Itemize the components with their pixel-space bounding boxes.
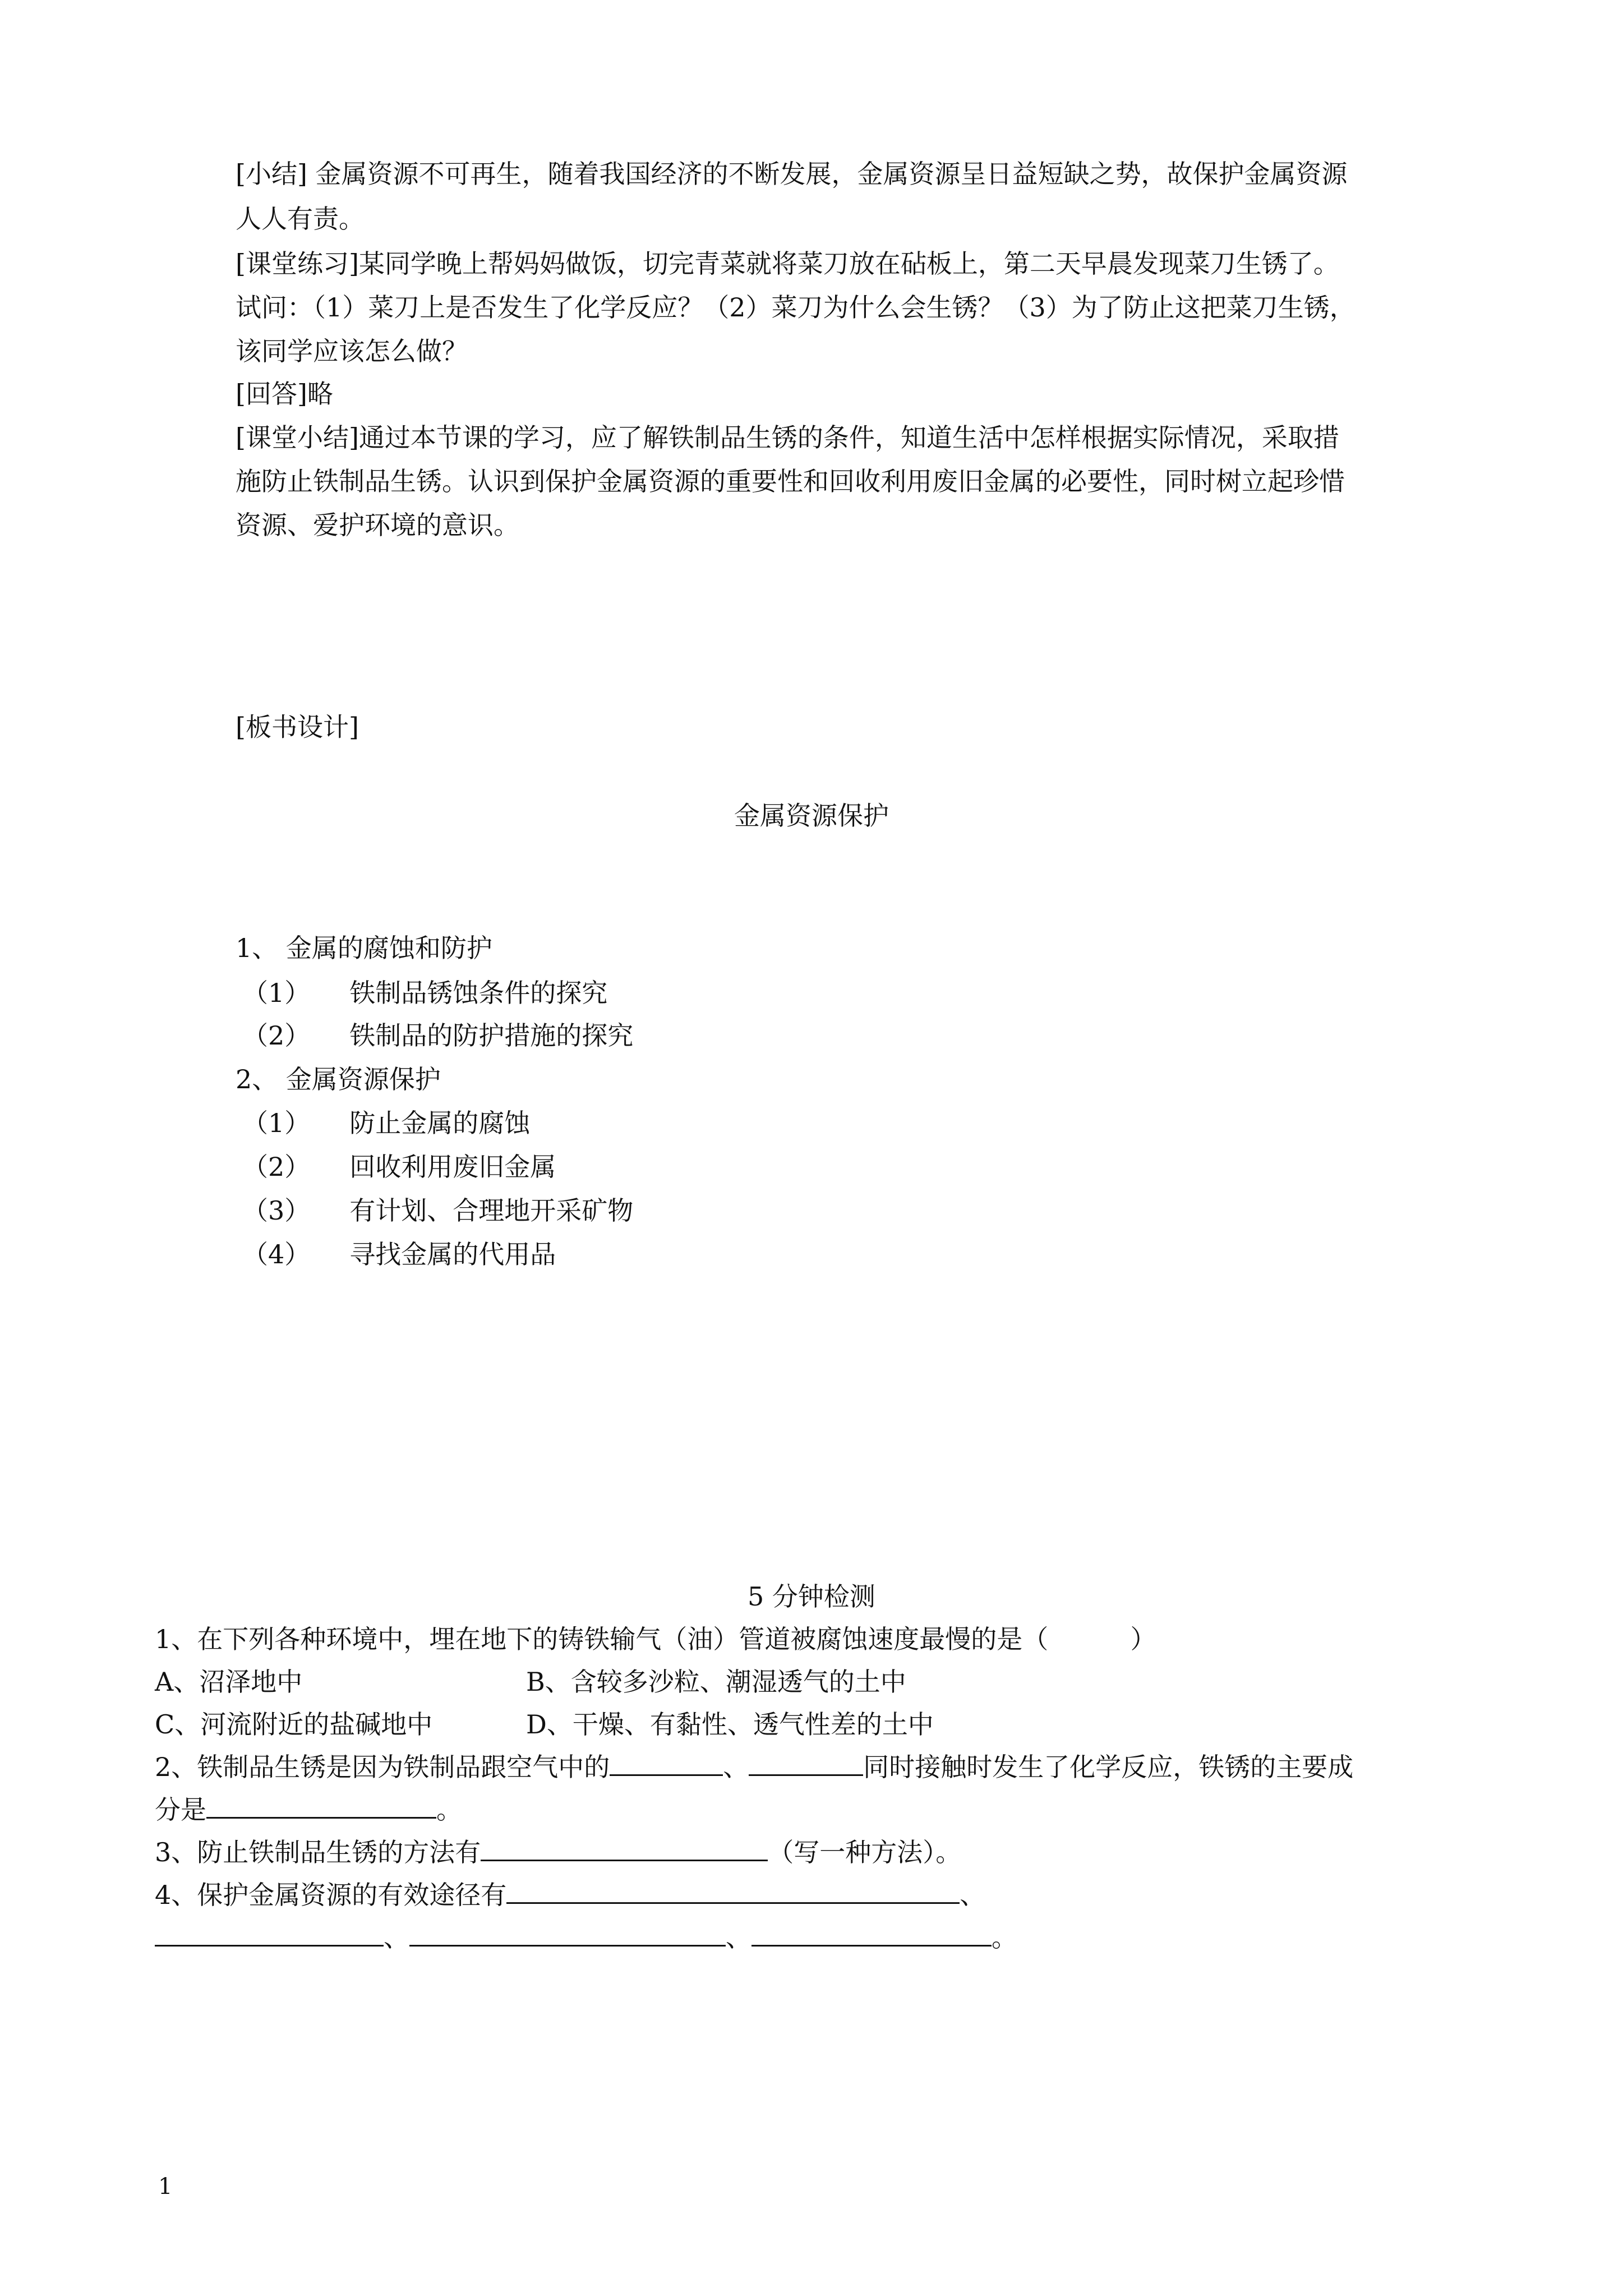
- summary-line-2: 人人有责。: [236, 204, 365, 234]
- answer-line: [回答]略: [236, 379, 333, 409]
- quiz-q1-option-c: C、河流附近的盐碱地中: [155, 1709, 433, 1740]
- board-s1-item-2: （2） 铁制品的防护措施的探究: [242, 1020, 634, 1051]
- answer-blank[interactable]: [206, 1789, 436, 1819]
- answer-blank[interactable]: [751, 1917, 992, 1947]
- board-s1-item-1: （1） 铁制品锈蚀条件的探究: [242, 978, 608, 1008]
- board-section-2: 2、 金属资源保护: [236, 1064, 441, 1094]
- quiz-q1-option-d: D、干燥、有黏性、透气性差的土中: [526, 1709, 934, 1740]
- answer-blank[interactable]: [409, 1917, 726, 1947]
- answer-blank[interactable]: [155, 1917, 384, 1947]
- board-s2-item-3: （3） 有计划、合理地开采矿物: [242, 1195, 634, 1226]
- page-number: 1: [158, 2174, 173, 2200]
- quiz-q1-option-b: B、含较多沙粒、潮湿透气的土中: [526, 1667, 906, 1697]
- board-title: 金属资源保护: [734, 800, 889, 831]
- quiz-q4-line-1: 4、保护金属资源的有效途径有 、: [155, 1872, 985, 1917]
- summary-line-1: [小结] 金属资源不可再生，随着我国经济的不断发展，金属资源呈日益短缺之势，故保护金属资源: [236, 159, 1348, 189]
- quiz-title: 5 分钟检测: [748, 1581, 875, 1612]
- board-s2-item-4: （4） 寻找金属的代用品: [242, 1239, 556, 1269]
- board-heading: [板书设计]: [236, 712, 359, 742]
- quiz-q1: 1、在下列各种环境中，埋在地下的铸铁输气（油）管道被腐蚀速度最慢的是（ ）: [155, 1624, 1156, 1654]
- class-summary-line-1: [课堂小结]通过本节课的学习，应了解铁制品生锈的条件，知道生活中怎样根据实际情况，采取措: [236, 422, 1339, 453]
- board-s2-item-1: （1） 防止金属的腐蚀: [242, 1108, 531, 1138]
- answer-blank[interactable]: [749, 1746, 863, 1776]
- quiz-q3: 3、防止铁制品生锈的方法有 （写一种方法）。: [155, 1830, 961, 1875]
- answer-blank[interactable]: [506, 1874, 960, 1904]
- class-summary-line-2: 施防止铁制品生锈。认识到保护金属资源的重要性和回收利用废旧金属的必要性，同时树立起珍惜: [236, 466, 1345, 496]
- exercise-line-1: [课堂练习]某同学晚上帮妈妈做饭，切完青菜就将菜刀放在砧板上，第二天早晨发现菜刀生锈了。: [236, 249, 1339, 279]
- answer-blank[interactable]: [481, 1832, 768, 1861]
- board-section-1: 1、 金属的腐蚀和防护: [236, 933, 492, 963]
- quiz-q4-line-2: 、 、 。: [155, 1915, 1017, 1960]
- exercise-line-2: 试问：（1）菜刀上是否发生了化学反应？（2）菜刀为什么会生锈？（3）为了防止这把菜刀生锈，: [236, 292, 1355, 323]
- quiz-q2-line-2: 分是 。: [155, 1787, 462, 1832]
- board-s2-item-2: （2） 回收利用废旧金属: [242, 1152, 556, 1182]
- class-summary-line-3: 资源、爱护环境的意识。: [236, 510, 519, 540]
- answer-blank[interactable]: [610, 1746, 723, 1776]
- quiz-q1-option-a: A、沼泽地中: [155, 1667, 303, 1697]
- exercise-line-3: 该同学应该怎么做？: [236, 336, 468, 366]
- quiz-q2-line-1: 2、铁制品生锈是因为铁制品跟空气中的 、 同时接触时发生了化学反应，铁锈的主要成: [155, 1745, 1353, 1789]
